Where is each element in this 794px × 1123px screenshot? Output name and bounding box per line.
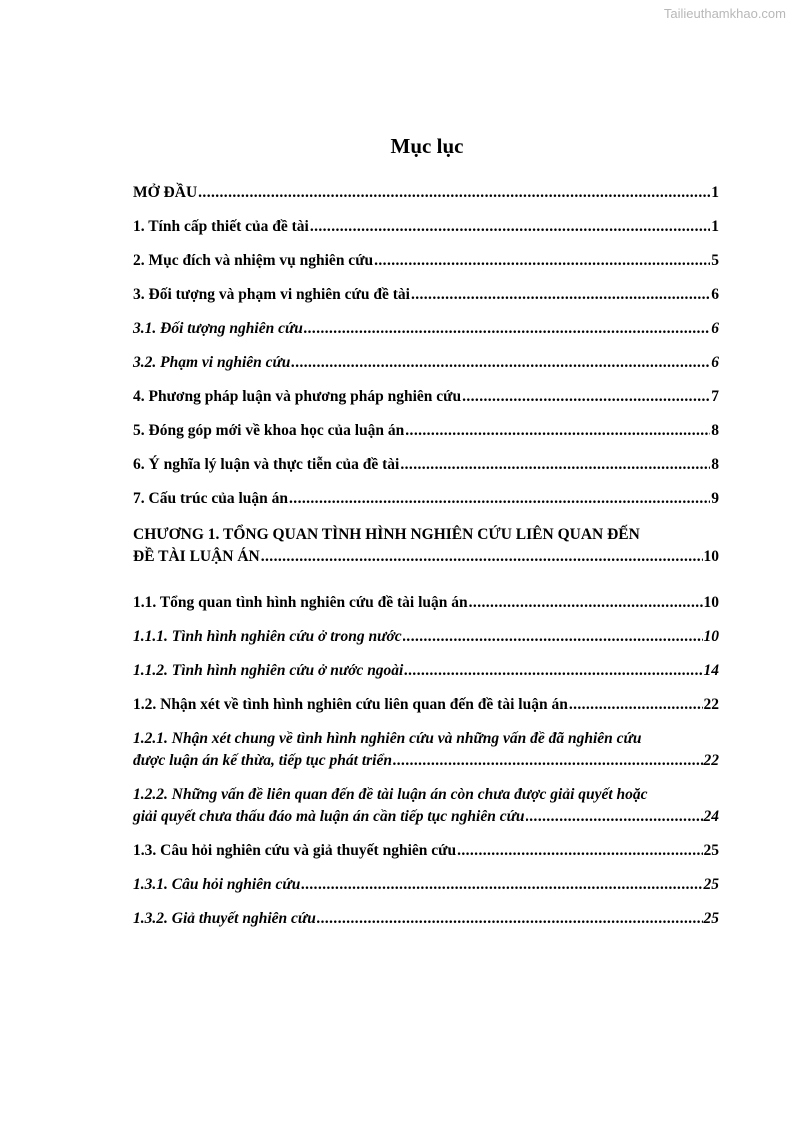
toc-entry[interactable]: [133, 626, 719, 648]
toc-entry-title: 3. Đối tượng và phạm vi nghiên cứu đề tài: [133, 286, 410, 303]
dot-leader: [317, 908, 703, 930]
toc-entry[interactable]: [133, 284, 719, 306]
toc-entry-title: 4. Phương pháp luận và phương pháp nghiên cứu: [133, 388, 462, 405]
toc-page-number: 22: [703, 752, 719, 769]
toc-entry-title-line: CHƯƠNG 1. TỔNG QUAN TÌNH HÌNH NGHIÊN CỨU LIÊN QUAN ĐẾN: [133, 526, 640, 543]
dot-leader: [198, 182, 710, 204]
toc-page-number: 24: [703, 808, 719, 825]
toc-entry-title: 5. Đóng góp mới về khoa học của luận án: [133, 422, 405, 439]
dot-leader: [405, 420, 710, 442]
toc-page-number: 9: [711, 490, 719, 507]
toc-entry-title: 1.3.1. Câu hỏi nghiên cứu: [133, 876, 301, 893]
dot-leader: [462, 386, 710, 408]
toc-entry-title-line: 1.2.1. Nhận xét chung về tình hình nghiên cứu và những vấn đề đã nghiên cứu: [133, 730, 642, 747]
dot-leader: [526, 806, 703, 828]
dot-leader: [261, 546, 703, 568]
toc-entry-title: 1. Tính cấp thiết của đề tài: [133, 218, 309, 235]
dot-leader: [403, 626, 703, 648]
toc-page-number: 25: [703, 842, 719, 859]
dot-leader: [304, 318, 710, 340]
toc-entry-title: MỞ ĐẦU: [133, 184, 198, 201]
toc-page-number: 6: [711, 286, 719, 303]
toc-page-number: 1: [711, 184, 719, 201]
watermark-text: Tailieuthamkhao.com: [663, 6, 786, 21]
toc-entry-title: 1.2. Nhận xét về tình hình nghiên cứu liên quan đến đề tài luận án: [133, 696, 568, 713]
toc-page-number: 5: [711, 252, 719, 269]
toc-page-number: 10: [703, 548, 719, 565]
toc-entry[interactable]: [133, 874, 719, 896]
toc-page-number: 1: [711, 218, 719, 235]
toc-page-number: 22: [703, 696, 719, 713]
toc-page-number: 6: [711, 354, 719, 371]
toc-page-number: 10: [703, 628, 719, 645]
dot-leader: [291, 352, 710, 374]
toc-entry[interactable]: [133, 784, 719, 828]
toc-entry[interactable]: [133, 524, 719, 568]
page-title: Mục lục: [390, 134, 464, 158]
toc-entry[interactable]: [133, 840, 719, 862]
toc-entry[interactable]: [133, 454, 719, 476]
toc-entry-title: 1.3.2. Giả thuyết nghiên cứu: [133, 910, 316, 927]
toc-page-number: 7: [711, 388, 719, 405]
toc-entry[interactable]: [133, 318, 719, 340]
toc-entry-title: 1.1.1. Tình hình nghiên cứu ở trong nước: [133, 628, 402, 645]
toc-page-number: 8: [711, 456, 719, 473]
toc-entry-title: 7. Cấu trúc của luận án: [133, 490, 289, 507]
toc-page-number: 25: [703, 876, 719, 893]
toc-page-number: 10: [703, 594, 719, 611]
toc-entry[interactable]: [133, 694, 719, 716]
toc-entry-title: 1.1. Tổng quan tình hình nghiên cứu đề tài luận án: [133, 594, 468, 611]
toc-entry-title: 1.1.2. Tình hình nghiên cứu ở nước ngoài: [133, 662, 404, 679]
dot-leader: [404, 660, 702, 682]
toc-entry[interactable]: [133, 488, 719, 510]
dot-leader: [310, 216, 710, 238]
toc-page-number: 8: [711, 422, 719, 439]
toc-entry-title: 6. Ý nghĩa lý luận và thực tiễn của đề tài: [133, 456, 400, 473]
dot-leader: [457, 840, 702, 862]
toc-entry[interactable]: [133, 250, 719, 272]
toc-entry[interactable]: [133, 420, 719, 442]
dot-leader: [400, 454, 710, 476]
toc-entry[interactable]: [133, 352, 719, 374]
toc-entry-title: 2. Mục đích và nhiệm vụ nghiên cứu: [133, 252, 374, 269]
toc-entry-title: giải quyết chưa thấu đáo mà luận án cần tiếp tục nghiên cứu: [133, 808, 525, 825]
toc-page-number: 25: [703, 910, 719, 927]
dot-leader: [393, 750, 703, 772]
toc-entry[interactable]: [133, 728, 719, 772]
dot-leader: [374, 250, 710, 272]
toc-entry-title: 1.3. Câu hỏi nghiên cứu và giả thuyết nghiên cứu: [133, 842, 457, 859]
dot-leader: [411, 284, 710, 306]
toc-page-number: 6: [711, 320, 719, 337]
toc-page-number: 14: [703, 662, 719, 679]
toc-entry-title: 3.2. Phạm vi nghiên cứu: [133, 354, 291, 371]
toc-entry[interactable]: [133, 660, 719, 682]
toc-entry-title-line: 1.2.2. Những vấn đề liên quan đến đề tài luận án còn chưa được giải quyết hoặc: [133, 786, 648, 803]
toc-entry[interactable]: [133, 216, 719, 238]
dot-leader: [569, 694, 703, 716]
toc-entry[interactable]: [133, 908, 719, 930]
dot-leader: [469, 592, 703, 614]
dot-leader: [289, 488, 710, 510]
toc-entry[interactable]: [133, 386, 719, 408]
toc-entry[interactable]: [133, 182, 719, 204]
dot-leader: [301, 874, 702, 896]
toc-entry-title: 3.1. Đối tượng nghiên cứu: [133, 320, 303, 337]
toc-entry-title: được luận án kế thừa, tiếp tục phát triển: [133, 752, 392, 769]
toc-entry[interactable]: [133, 592, 719, 614]
toc-entry-title: ĐỀ TÀI LUẬN ÁN: [133, 548, 260, 565]
